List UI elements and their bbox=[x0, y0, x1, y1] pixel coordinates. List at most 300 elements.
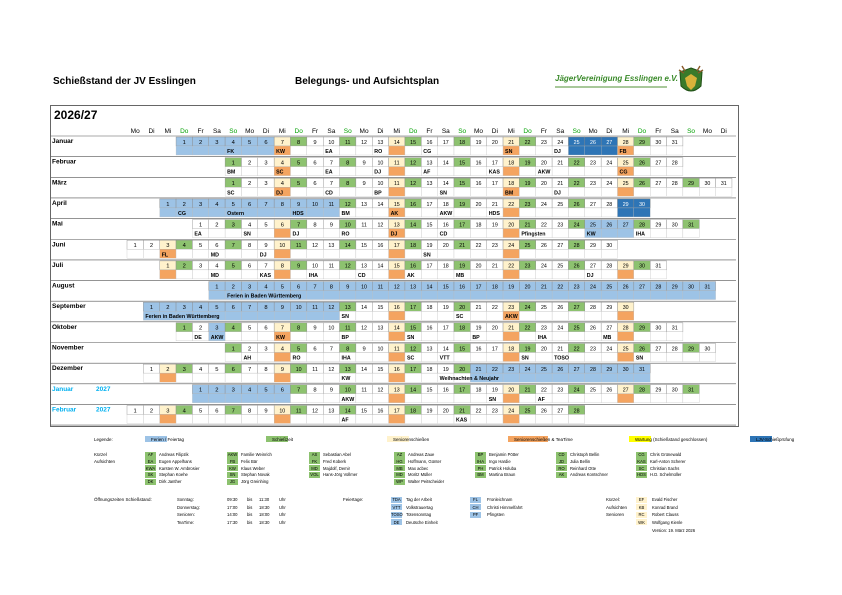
supervisor-cell bbox=[634, 208, 650, 217]
day-number: 2 bbox=[149, 243, 154, 250]
supervisor-cell bbox=[585, 208, 601, 217]
supervisor-cell bbox=[307, 311, 323, 320]
opening-cell: Senioren: bbox=[177, 512, 195, 517]
day-number: 18 bbox=[491, 284, 498, 291]
day-number: 17 bbox=[426, 263, 433, 270]
holiday-abbr: VTT bbox=[392, 504, 401, 510]
opening-cell: Uhr bbox=[279, 519, 286, 525]
day-number: 5 bbox=[264, 387, 268, 394]
supervisor-cell bbox=[421, 414, 437, 423]
supervisor-cell bbox=[291, 414, 307, 423]
supervisor-cell bbox=[405, 187, 421, 196]
day-number: 7 bbox=[329, 181, 333, 188]
day-number: 8 bbox=[346, 346, 350, 353]
supervisor-cell bbox=[536, 187, 552, 196]
day-number: 28 bbox=[590, 366, 596, 373]
supervisor-label: SN bbox=[505, 149, 513, 155]
supervisor-name: Reinhard Otte bbox=[570, 465, 597, 471]
supervisor-cell bbox=[291, 373, 307, 382]
supervisor-cell bbox=[307, 167, 323, 176]
day-number: 27 bbox=[573, 305, 580, 311]
supervisor-label: KW bbox=[276, 334, 285, 341]
day-number: 18 bbox=[410, 243, 417, 250]
supervisor-cell bbox=[160, 373, 176, 382]
day-number: 8 bbox=[313, 387, 317, 394]
supervisor-cell bbox=[650, 146, 666, 155]
day-number: 6 bbox=[313, 346, 317, 353]
weekday-header: Mo bbox=[359, 128, 369, 135]
supervisor-cell bbox=[552, 291, 568, 300]
supervisor-name: Karl-Anton Scherer bbox=[650, 458, 686, 464]
day-number: 3 bbox=[231, 387, 235, 394]
day-number: 26 bbox=[557, 305, 564, 311]
day-number: 18 bbox=[410, 408, 417, 415]
day-number: 14 bbox=[393, 139, 400, 146]
month-name: Februar bbox=[52, 406, 77, 414]
day-number: 14 bbox=[361, 366, 368, 373]
supervisor-cell bbox=[601, 229, 617, 238]
day-number: 23 bbox=[524, 201, 531, 208]
supervisor-cell bbox=[405, 229, 421, 238]
supervisor-cell bbox=[438, 311, 454, 320]
day-number: 12 bbox=[361, 139, 368, 146]
day-number: 14 bbox=[393, 325, 400, 332]
day-number: 21 bbox=[491, 263, 498, 270]
day-number: 8 bbox=[264, 305, 268, 311]
supervisor-cell bbox=[618, 229, 634, 238]
day-number: 23 bbox=[590, 181, 596, 188]
day-number: 17 bbox=[442, 325, 449, 332]
supervisor-cell bbox=[307, 146, 323, 155]
supervisor-name: Dirk Janther bbox=[159, 479, 182, 485]
day-number: 6 bbox=[280, 222, 284, 229]
supervisor-cell bbox=[209, 394, 225, 403]
day-number: 28 bbox=[606, 263, 613, 270]
weekday-header: Sa bbox=[212, 128, 221, 135]
supervisor-cell bbox=[356, 208, 372, 217]
supervisors-label: Aufsichten bbox=[94, 459, 116, 464]
supervisor-cell bbox=[274, 270, 290, 279]
supervisor-cell bbox=[372, 394, 388, 403]
day-number: 1 bbox=[215, 284, 219, 291]
weekday-header: Do bbox=[637, 128, 647, 135]
day-number: 20 bbox=[540, 181, 547, 188]
day-number: 6 bbox=[297, 284, 301, 291]
day-number: 12 bbox=[312, 243, 318, 250]
supervisor-cell bbox=[372, 353, 388, 362]
supervisor-cell bbox=[421, 208, 437, 217]
supervisor-cell bbox=[667, 229, 683, 238]
day-number: 2 bbox=[248, 346, 252, 353]
day-number: 29 bbox=[639, 139, 645, 146]
holidays-label: Feiertage: bbox=[343, 497, 364, 502]
supervisor-cell bbox=[519, 167, 535, 176]
supervisor-cell bbox=[487, 353, 503, 362]
day-number: 25 bbox=[606, 284, 613, 291]
day-number: 10 bbox=[361, 284, 368, 291]
supervisor-cell bbox=[176, 414, 192, 423]
day-number: 20 bbox=[475, 201, 482, 208]
supervisor-cell bbox=[634, 291, 650, 300]
supervisor-cell bbox=[454, 394, 470, 403]
supervisor-cell bbox=[618, 353, 634, 362]
day-number: 3 bbox=[264, 346, 268, 353]
supervisor-cell bbox=[258, 373, 274, 382]
day-number: 11 bbox=[295, 408, 302, 415]
supervisor-cell bbox=[405, 373, 421, 382]
day-number: 12 bbox=[410, 160, 417, 167]
day-number: 17 bbox=[491, 346, 498, 353]
supervisor-cell bbox=[225, 249, 241, 258]
supervisor-label: CG bbox=[178, 210, 187, 217]
supervisor-cell bbox=[307, 187, 323, 196]
day-number: 13 bbox=[377, 325, 384, 332]
day-number: 2 bbox=[248, 160, 252, 167]
supervisor-cell bbox=[340, 146, 356, 155]
weekday-header: Mi bbox=[622, 128, 630, 135]
supervisor-cell bbox=[176, 270, 192, 279]
weekday-header: Do bbox=[408, 128, 418, 135]
month-year: 2027 bbox=[96, 406, 111, 414]
day-number: 14 bbox=[344, 408, 351, 415]
day-number: 24 bbox=[573, 222, 580, 229]
day-number: 17 bbox=[491, 160, 498, 167]
month-name: Oktober bbox=[52, 323, 77, 331]
supervisor-name: Fred Koberk bbox=[323, 458, 347, 464]
abbr: VOL bbox=[310, 472, 319, 478]
supervisor-cell bbox=[519, 373, 535, 382]
day-number: 2 bbox=[215, 222, 219, 229]
supervisor-cell bbox=[356, 167, 372, 176]
day-number: 9 bbox=[329, 387, 333, 394]
supervisor-cell bbox=[552, 414, 568, 423]
day-number: 18 bbox=[508, 346, 515, 353]
day-number: 29 bbox=[590, 243, 596, 250]
supervisor-cell bbox=[487, 146, 503, 155]
supervisor-cell bbox=[389, 394, 405, 403]
day-number: 21 bbox=[459, 243, 466, 250]
day-number: 22 bbox=[524, 139, 531, 146]
supervisor-label: SC bbox=[406, 355, 415, 362]
supervisor-cell bbox=[438, 270, 454, 279]
abbr: DK bbox=[147, 479, 154, 485]
weekday-header: Sa bbox=[670, 128, 679, 135]
day-number: 3 bbox=[198, 263, 203, 270]
day-number: 6 bbox=[231, 366, 235, 373]
supervisor-cell bbox=[683, 187, 699, 196]
supervisor-cell bbox=[405, 249, 421, 258]
day-number: 23 bbox=[508, 366, 515, 373]
day-number: 26 bbox=[639, 181, 645, 188]
supervisor-cell bbox=[356, 249, 372, 258]
day-number: 15 bbox=[361, 408, 368, 415]
supervisor-cell bbox=[536, 414, 552, 423]
supervisor-name: Walter Peitscheider bbox=[408, 479, 445, 485]
supervisor-cell bbox=[258, 394, 274, 403]
supervisor-cell bbox=[389, 373, 405, 382]
supervisor-label: IHA bbox=[635, 231, 645, 238]
day-number: 4 bbox=[248, 387, 252, 394]
day-number: 19 bbox=[508, 284, 515, 291]
abbr: AKW bbox=[227, 452, 238, 457]
day-number: 14 bbox=[361, 305, 368, 311]
supervisor-cell bbox=[667, 332, 683, 341]
weekday-header: Sa bbox=[441, 128, 450, 135]
supervisor-cell bbox=[405, 414, 421, 423]
supervisor-cell bbox=[503, 229, 519, 238]
day-number: 21 bbox=[475, 305, 482, 311]
abbr: MD bbox=[396, 472, 403, 478]
day-number: 29 bbox=[622, 201, 629, 208]
day-number: 7 bbox=[248, 366, 252, 373]
supervisor-cell bbox=[323, 291, 339, 300]
supervisor-cell bbox=[568, 332, 584, 341]
day-number: 5 bbox=[215, 305, 219, 311]
day-number: 4 bbox=[248, 222, 252, 229]
supervisor-name: Familie Weinrich bbox=[241, 452, 272, 457]
supervisor-cell bbox=[421, 291, 437, 300]
supervisor-cell bbox=[340, 270, 356, 279]
day-number: 6 bbox=[280, 387, 284, 394]
day-number: 26 bbox=[639, 346, 645, 353]
weekday-header: So bbox=[458, 128, 467, 135]
supervisor-cell bbox=[372, 229, 388, 238]
legend-item: Schießzeit bbox=[272, 437, 294, 442]
supervisor-cell bbox=[307, 291, 323, 300]
supervisor-label: VTT bbox=[439, 355, 450, 362]
supervisor-cell bbox=[568, 187, 584, 196]
supervisor-cell bbox=[291, 249, 307, 258]
opening-cell: bis bbox=[247, 504, 253, 510]
supervisor-label: Pfingsten bbox=[521, 231, 546, 238]
abbr: BP bbox=[477, 452, 484, 457]
supervisor-cell bbox=[372, 414, 388, 423]
day-number: 8 bbox=[248, 408, 252, 415]
weekday-header: Do bbox=[523, 128, 532, 135]
supervisor-cell bbox=[650, 270, 666, 279]
day-number: 30 bbox=[655, 325, 662, 332]
supervisor-label: EA bbox=[325, 169, 333, 176]
day-number: 7 bbox=[313, 284, 317, 291]
supervisor-cell bbox=[405, 167, 421, 176]
day-number: 30 bbox=[688, 284, 695, 291]
supervisor-cell bbox=[585, 394, 601, 403]
supervisor-cell bbox=[667, 291, 683, 300]
day-number: 13 bbox=[393, 222, 400, 229]
day-number: 25 bbox=[540, 366, 547, 373]
day-number: 13 bbox=[426, 346, 433, 353]
supervisor-cell bbox=[356, 414, 372, 423]
day-number: 3 bbox=[166, 243, 170, 250]
day-number: 18 bbox=[426, 366, 433, 373]
day-number: 1 bbox=[231, 346, 235, 353]
supervisor-label: RO bbox=[374, 149, 383, 155]
day-number: 17 bbox=[459, 387, 466, 394]
supervisor-cell bbox=[503, 249, 519, 258]
supervisor-cell bbox=[127, 414, 143, 423]
day-number: 4 bbox=[231, 139, 235, 146]
supervisor-cell bbox=[585, 167, 601, 176]
supervisor-name: Moritz Müller bbox=[408, 472, 432, 478]
supervisor-cell bbox=[291, 311, 307, 320]
day-number: 18 bbox=[508, 181, 515, 188]
abbr: WP bbox=[396, 479, 403, 485]
supervisor-cell bbox=[470, 167, 486, 176]
supervisor-cell bbox=[421, 332, 437, 341]
day-number: 18 bbox=[459, 139, 466, 146]
day-number: 9 bbox=[329, 222, 333, 229]
day-number: 10 bbox=[344, 222, 351, 229]
supervisor-cell bbox=[192, 146, 208, 155]
supervisor-label: SN bbox=[635, 355, 644, 362]
opening-cell: 17:30 bbox=[227, 519, 238, 525]
supervisor-cell bbox=[601, 373, 617, 382]
day-number: 22 bbox=[557, 284, 564, 291]
weekday-header: Mo bbox=[245, 128, 255, 135]
supervisor-cell bbox=[356, 146, 372, 155]
abbr: AZ bbox=[396, 452, 403, 457]
supervisor-cell bbox=[454, 167, 470, 176]
day-number: 9 bbox=[362, 346, 366, 353]
day-number: 18 bbox=[442, 201, 449, 208]
abbr: PH bbox=[477, 465, 484, 471]
day-number: 8 bbox=[329, 284, 333, 291]
day-number: 11 bbox=[394, 181, 400, 188]
day-number: 22 bbox=[475, 243, 482, 250]
day-number: 17 bbox=[393, 243, 400, 250]
day-number: 11 bbox=[312, 366, 318, 373]
day-number: 28 bbox=[606, 201, 613, 208]
supervisor-label: EA bbox=[194, 231, 202, 238]
opening-cell: 09:30 bbox=[227, 497, 238, 502]
day-number: 15 bbox=[426, 222, 433, 229]
supervisor-cell bbox=[143, 373, 159, 382]
supervisor-cell bbox=[585, 311, 601, 320]
supervisor-label: SN bbox=[439, 190, 448, 197]
day-number: 29 bbox=[606, 305, 613, 311]
day-number: 31 bbox=[671, 325, 678, 332]
supervisor-label: KW bbox=[276, 149, 285, 155]
day-number: 27 bbox=[573, 366, 580, 373]
day-number: 22 bbox=[508, 201, 515, 208]
supervisor-label: RO bbox=[341, 231, 350, 238]
supervisor-cell bbox=[487, 249, 503, 258]
day-number: 4 bbox=[182, 243, 186, 250]
supervisor-name: Hans-Jörg Vollmer bbox=[323, 472, 358, 478]
weekday-header: Fr bbox=[540, 128, 547, 135]
day-number: 21 bbox=[540, 284, 547, 291]
day-number: 16 bbox=[426, 139, 433, 146]
day-number: 7 bbox=[329, 160, 333, 167]
day-number: 5 bbox=[297, 160, 301, 167]
day-number: 2 bbox=[182, 263, 186, 270]
day-number: 26 bbox=[573, 263, 580, 270]
supervisor-cell bbox=[470, 146, 486, 155]
supervisor-cell bbox=[487, 332, 503, 341]
day-number: 18 bbox=[475, 222, 482, 229]
opening-cell: Donnerstag: bbox=[177, 504, 200, 510]
day-number: 31 bbox=[639, 366, 645, 373]
day-number: 14 bbox=[344, 243, 351, 250]
supervisor-cell bbox=[585, 373, 601, 382]
supervisor-label: BM bbox=[341, 210, 350, 217]
day-number: 16 bbox=[393, 366, 400, 373]
day-number: 31 bbox=[671, 139, 678, 146]
day-number: 14 bbox=[426, 284, 433, 291]
supervisor-cell bbox=[618, 270, 634, 279]
supervisor-cell bbox=[634, 167, 650, 176]
supervisor-name: Benjamin Pötter bbox=[489, 452, 519, 457]
day-number: 19 bbox=[459, 201, 466, 208]
supervisor-cell bbox=[241, 187, 257, 196]
day-number: 31 bbox=[655, 263, 662, 270]
supervisor-cell bbox=[405, 311, 421, 320]
supervisor-label: MB bbox=[456, 272, 465, 279]
supervisor-cell bbox=[552, 373, 568, 382]
board-abbr: WK bbox=[638, 519, 645, 525]
supervisor-cell bbox=[356, 394, 372, 403]
day-number: 16 bbox=[442, 222, 449, 229]
day-number: 24 bbox=[590, 284, 596, 291]
day-number: 21 bbox=[557, 346, 564, 353]
supervisor-cell bbox=[405, 394, 421, 403]
board-name: Evald Fischer bbox=[652, 497, 678, 502]
day-number: 27 bbox=[622, 387, 629, 394]
day-number: 12 bbox=[393, 284, 400, 291]
day-number: 11 bbox=[344, 325, 351, 332]
day-number: 30 bbox=[622, 366, 629, 373]
day-number: 8 bbox=[264, 366, 268, 373]
supervisor-label: AKW bbox=[439, 210, 453, 217]
day-number: 22 bbox=[573, 346, 580, 353]
day-number: 23 bbox=[491, 243, 498, 250]
supervisor-cell bbox=[307, 229, 323, 238]
supervisor-cell bbox=[503, 394, 519, 403]
supervisor-cell bbox=[291, 187, 307, 196]
day-number: 9 bbox=[297, 263, 301, 270]
supervisor-cell bbox=[356, 311, 372, 320]
holiday-abbr: TDA bbox=[392, 497, 401, 502]
supervisor-cell bbox=[470, 229, 486, 238]
supervisor-label: KW bbox=[341, 376, 351, 383]
day-number: 10 bbox=[312, 201, 318, 208]
day-number: 5 bbox=[297, 181, 301, 188]
supervisor-cell bbox=[650, 187, 666, 196]
supervisor-cell bbox=[519, 270, 535, 279]
day-number: 9 bbox=[313, 139, 317, 146]
supervisor-cell bbox=[372, 249, 388, 258]
legend-item: Seniorenschießen bbox=[393, 437, 430, 442]
supervisor-cell bbox=[291, 167, 307, 176]
supervisor-cell bbox=[667, 146, 683, 155]
supervisor-name: Felix Bär bbox=[241, 458, 258, 464]
day-number: 9 bbox=[264, 243, 268, 250]
day-number: 18 bbox=[475, 387, 482, 394]
supervisor-cell bbox=[389, 414, 405, 423]
abbr: MB bbox=[396, 465, 403, 471]
holiday-abbr: FL bbox=[473, 497, 478, 502]
day-number: 27 bbox=[606, 325, 613, 332]
day-number: 7 bbox=[329, 346, 333, 353]
supervisor-cell bbox=[356, 332, 372, 341]
day-number: 29 bbox=[688, 181, 695, 188]
supervisor-cell bbox=[143, 414, 159, 423]
supervisor-label: SC bbox=[456, 314, 464, 321]
supervisor-label: DJ bbox=[554, 190, 561, 197]
day-number: 3 bbox=[215, 325, 219, 332]
supervisor-cell bbox=[519, 291, 535, 300]
supervisor-cell bbox=[307, 394, 323, 403]
